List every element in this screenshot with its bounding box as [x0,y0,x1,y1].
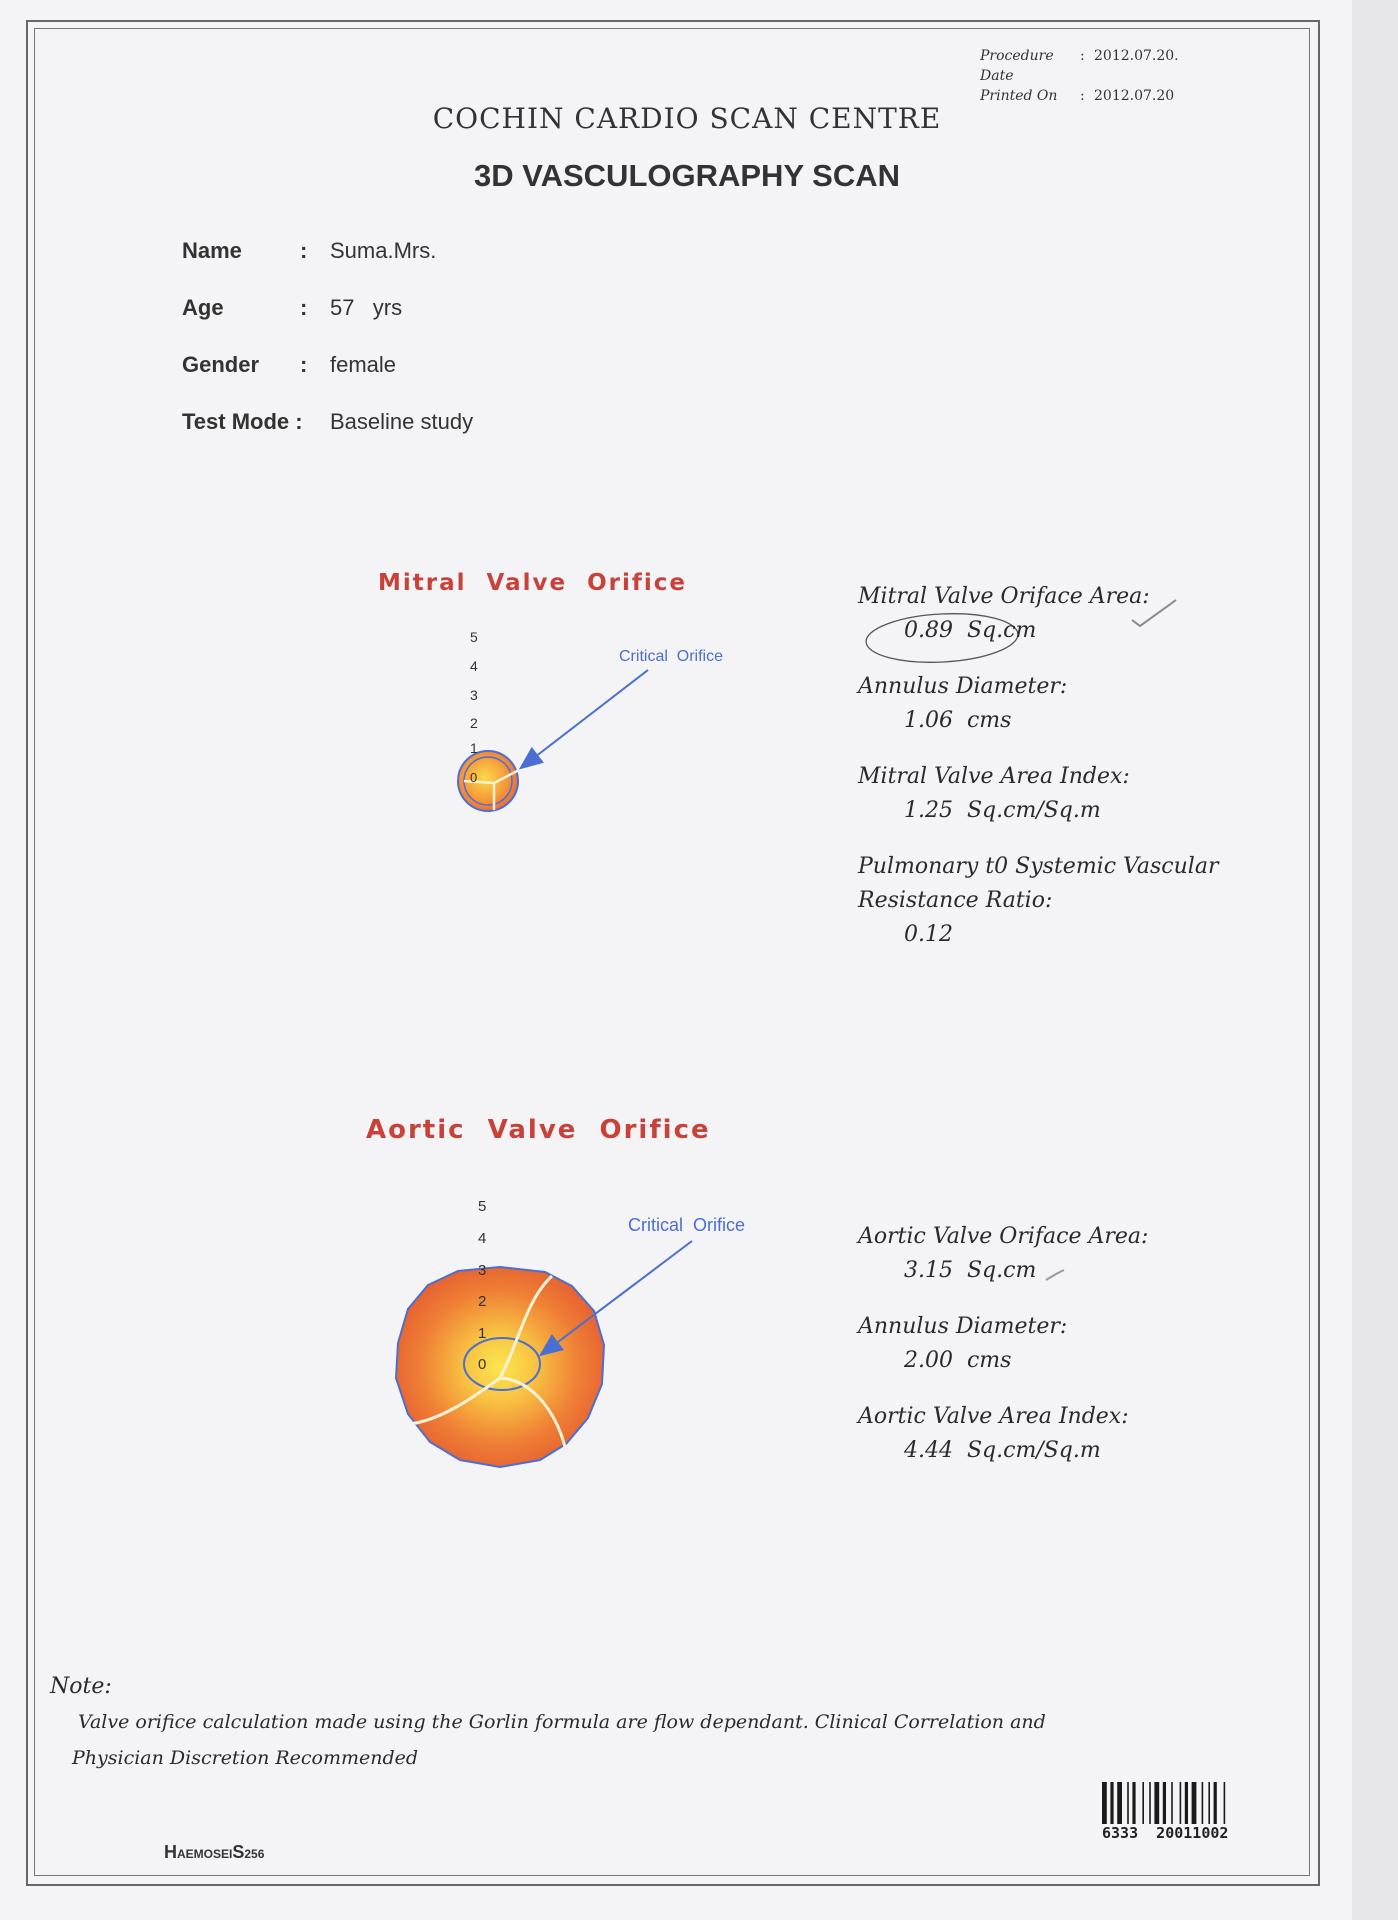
aortic-index-label: Aortic Valve Area Index: [858,1404,1129,1429]
aortic-scale-1: 1 [478,1325,487,1342]
gender-label: Gender [182,352,260,377]
aortic-index-value: 4.44 Sq.cm/Sq.m [904,1438,1101,1463]
mitral-annulus-label: Annulus Diameter: [858,674,1068,699]
barcode-bar [1110,1782,1113,1824]
barcode-bar [1192,1782,1197,1824]
note-heading: Note: [50,1674,112,1699]
mitral-scale-1: 1 [470,740,478,756]
test-mode-label: Test Mode : [182,409,303,434]
ratio-label-line-1: Pulmonary t0 Systemic Vascular [858,854,1219,879]
mitral-scale-5: 5 [470,629,478,645]
printed-on-value: 2012.07.20 [1094,88,1175,104]
barcode-bar [1154,1782,1159,1824]
patient-gender-row: Gender : female [182,352,397,377]
aortic-measurements [858,1224,1148,1494]
name-value: Suma.Mrs. [330,238,437,263]
procedure-date-row: Procedure Date : 2012.07.20. [980,48,1179,84]
aortic-area-label: Aortic Valve Oriface Area: [858,1224,1149,1249]
mitral-scale-3: 3 [470,687,478,703]
barcode-bar [1102,1782,1107,1824]
mitral-index-value: 1.25 Sq.cm/Sq.m [904,798,1101,823]
barcode-bar [1132,1782,1135,1824]
barcode-number: 6333 20011002 [1102,1824,1229,1842]
printed-on-label: Printed On [980,88,1058,104]
scan-title: 3D VASCULOGRAPHY SCAN [473,158,901,193]
barcode-bar [1202,1782,1204,1824]
age-value: 57 yrs [330,295,403,320]
aortic-scale-2: 2 [478,1293,487,1310]
aortic-orifice-shape [396,1267,604,1467]
aortic-scale-4: 4 [478,1230,487,1247]
barcode-bar [1171,1782,1173,1824]
aortic-scale-3: 3 [478,1262,487,1279]
aortic-scale-5: 5 [478,1198,487,1215]
note-text: Valve orifice calculation made using the Gorlin formula are flow dependant. Clinical Correlation and Physician Discretion Recommended [72,1711,1046,1769]
mitral-area-label: Mitral Valve Oriface Area: [858,584,1150,609]
mitral-annulus-value: 1.06 cms [904,708,1012,733]
haemoseis-logo: HAEMOSEIS256 [164,1842,265,1862]
aortic-section-title: Aortic Valve Orifice [366,1115,711,1145]
test-mode-value: Baseline study [330,409,474,434]
barcode [1102,1782,1225,1824]
barcode-bar [1224,1782,1226,1824]
procedure-date-value: 2012.07.20. [1094,48,1179,64]
barcode-bar [1208,1782,1210,1824]
patient-age-row: Age : 57 yrs [182,295,403,320]
barcode-bar [1163,1782,1166,1824]
mitral-callout-arrow [522,670,648,767]
ratio-value: 0.12 [904,922,953,947]
mitral-index-label: Mitral Valve Area Index: [858,764,1130,789]
mitral-measurements [858,584,1218,978]
barcode-bar [1180,1782,1182,1824]
aortic-area-value: 3.15 Sq.cm [904,1258,1037,1283]
centre-name: COCHIN CARDIO SCAN CENTRE [432,102,942,135]
mitral-callout-label: Critical Orifice [619,648,724,665]
name-label: Name [182,238,242,263]
ratio-label-line-2: Resistance Ratio: [858,888,1053,913]
aortic-annulus-value: 2.00 cms [904,1348,1012,1373]
aortic-annulus-label: Annulus Diameter: [858,1314,1068,1339]
mitral-area-value: 0.89 Sq.cm [904,618,1037,643]
barcode-bar [1214,1782,1217,1824]
barcode-bar [1117,1782,1122,1824]
mitral-scale-4: 4 [470,658,478,674]
aortic-callout-label: Critical Orifice [628,1215,746,1235]
patient-name-row: Name : Suma.Mrs. [182,238,437,263]
mitral-section-title: Mitral Valve Orifice [378,570,687,596]
mitral-scale-0: 0 [470,770,478,785]
procedure-date-label: Procedure Date [980,48,1054,84]
barcode-bar [1149,1782,1151,1824]
age-label: Age [182,295,224,320]
barcode-bar [1185,1782,1188,1824]
gender-value: female [330,352,397,377]
barcode-bar [1127,1782,1129,1824]
aortic-scale-0: 0 [478,1356,487,1373]
printed-on-row: Printed On : 2012.07.20 [980,88,1175,104]
barcode-bar [1142,1782,1144,1824]
mitral-scale-2: 2 [470,715,478,731]
